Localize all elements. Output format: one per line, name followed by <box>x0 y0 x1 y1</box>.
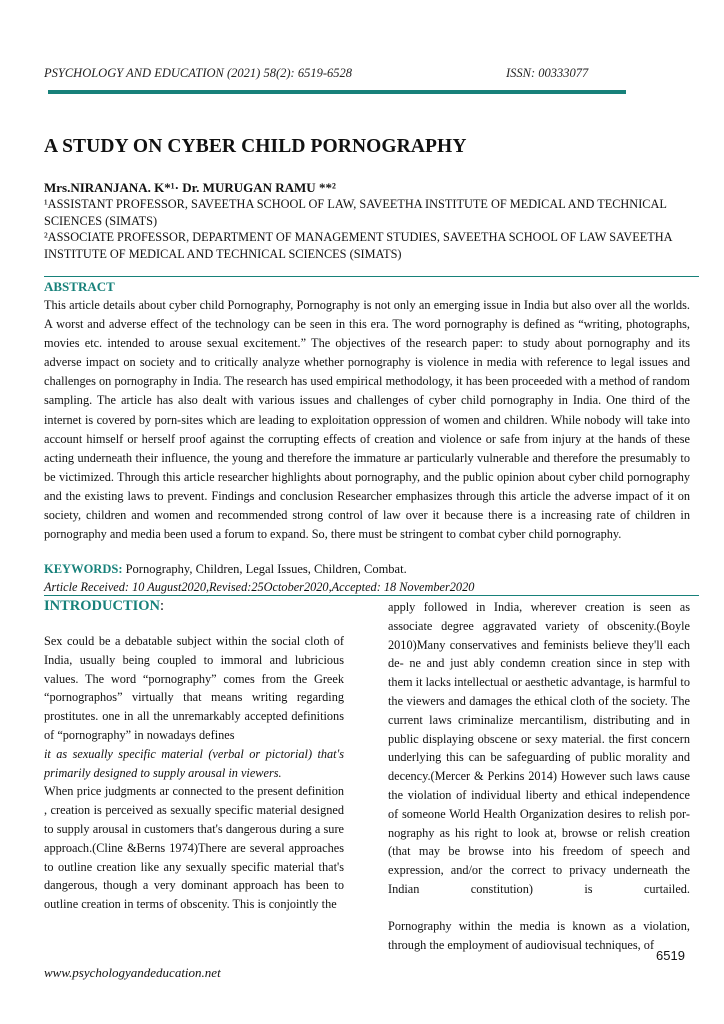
introduction-heading <box>44 598 164 615</box>
footer-website: www.psychologyandeducation.net <box>44 965 221 980</box>
page-number: 6519 <box>656 948 685 963</box>
intro-paragraph-1: Sex could be a debatable subject within the social cloth of India, usually being coupled to immoral and lubricious values. The word “pornography” comes from the Greek “pornographos” virtually that means writing regarding prostitutes. one in all the unremarkably accepted definitions of “pornography” in nowadays defines <box>44 634 344 742</box>
issn-label: ISSN: 00333077 <box>506 66 589 80</box>
header-rule <box>48 90 626 94</box>
introduction-heading-colon: : <box>160 598 165 614</box>
intro-paragraph-3: apply followed in India, wherever creation is seen as associate degree aggravated variety of obscenity.(Boyle 2010)Many conservatives and feminists believe they'll each de- ne and just ably condemn creation since in step with them it lacks intellectual or aesthetic advantage, is harmful to the viewers and damages the ethical cloth of the society. The current laws criminalize mercantilism, distributing and in public displaying obscene or sexy material. the first concern underlying this can be safeguarding of public morality and decency.(Mercer & Perkins 2014) However such laws cause the violation of individual liberty and ethical independence of someone World Health Organization desires to relish por- nography as his right to look at, browse or relish creation (that may be browse into his freedom of speech and expression, and/or the correct to privacy underneath the Indian constitution) is curtailed. <box>388 600 690 896</box>
received-rule <box>44 595 699 596</box>
introduction-heading-text: INTRODUCTION <box>44 598 161 614</box>
article-received: Article Received: 10 August2020,Revised:25October2020,Accepted: 18 November2020 <box>44 580 475 594</box>
column-left <box>44 632 344 914</box>
affiliation-2: ²ASSOCIATE PROFESSOR, DEPARTMENT OF MANAGEMENT STUDIES, SAVEETHA SCHOOL OF LAW SAVEETHA INSTITUTE OF MEDICAL AND TECHNICAL SCIENCES (SIMATS) <box>44 230 672 261</box>
column-right <box>388 598 690 954</box>
paper-title: A STUDY ON CYBER CHILD PORNOGRAPHY <box>44 136 467 157</box>
abstract-text: This article details about cyber child Pornography, Pornography is not only an emerging issue in India but also over all the worlds. A worst and adverse effect of the technology can be seen in this era. The word pornography is defined as “writing, photographs, movies etc. intended to arouse sexual excitement.” The objectives of the research paper: to study about pornography and its adverse impact on society and to critically analyze whether pornography is violence in media with reference to legal issues and challenges on pornography in India. The research has used empirical methodology, it has been proceeded with a method of random sampling. The article has also dealt with various issues and challenges of cyber child pornography in India. One third of the internet is covered by porn-sites which are leading to exploitation oppression of women and children. While nobody will take into account himself or herself proof against the corrupting effects of creation and violence or safe from injury at the hands of these acting underneath their influence, the young and therefore the immature ar particularly vulnerable and therefore the presumably to be victimized. Through this article researcher highlights about pornography, and the public opinion about cyber child pornography and the existing laws to prevent. Findings and conclusion Researcher emphasizes through this article the adverse impact of it on society, children and women and recommended strong control of law over it because there is a increasing rate of children in pornography and media been used a forum to expand. So, there must be stringent to combat cyber child pornography. <box>44 298 690 542</box>
intro-paragraph-4: Pornography within the media is known as a violation, through the employment of audiovisual techniques, of <box>388 918 690 952</box>
abstract-rule <box>44 276 699 277</box>
keywords <box>44 562 407 577</box>
keywords-label: KEYWORDS: <box>44 562 123 576</box>
journal-header: PSYCHOLOGY AND EDUCATION (2021) 58(2): 6519-6528 <box>44 66 352 80</box>
abstract-heading: ABSTRACT <box>44 279 115 294</box>
intro-italic-definition: it as sexually specific material (verbal or pictorial) that's primarily designed to supply arousal in viewers. <box>44 746 344 780</box>
affiliation-1: ¹ASSISTANT PROFESSOR, SAVEETHA SCHOOL OF LAW, SAVEETHA INSTITUTE OF MEDICAL AND TECHNICAL SCIENCES (SIMATS) <box>44 197 667 228</box>
authors: Mrs.NIRANJANA. K*¹· Dr. MURUGAN RAMU **² <box>44 180 336 195</box>
intro-paragraph-2: When price judgments ar connected to the present definition , creation is perceived as sexually specific material designed to supply arousal in customers that's dangerous during a sure approach.(Cline &Berns 1974)There are several approaches to outline creation like any sexually specific material that's dangerous, though a very dominant approach has been to outline creation in terms of obscenity. This is conjointly the <box>44 784 344 912</box>
keywords-text: Pornography, Children, Legal Issues, Children, Combat. <box>125 562 407 576</box>
